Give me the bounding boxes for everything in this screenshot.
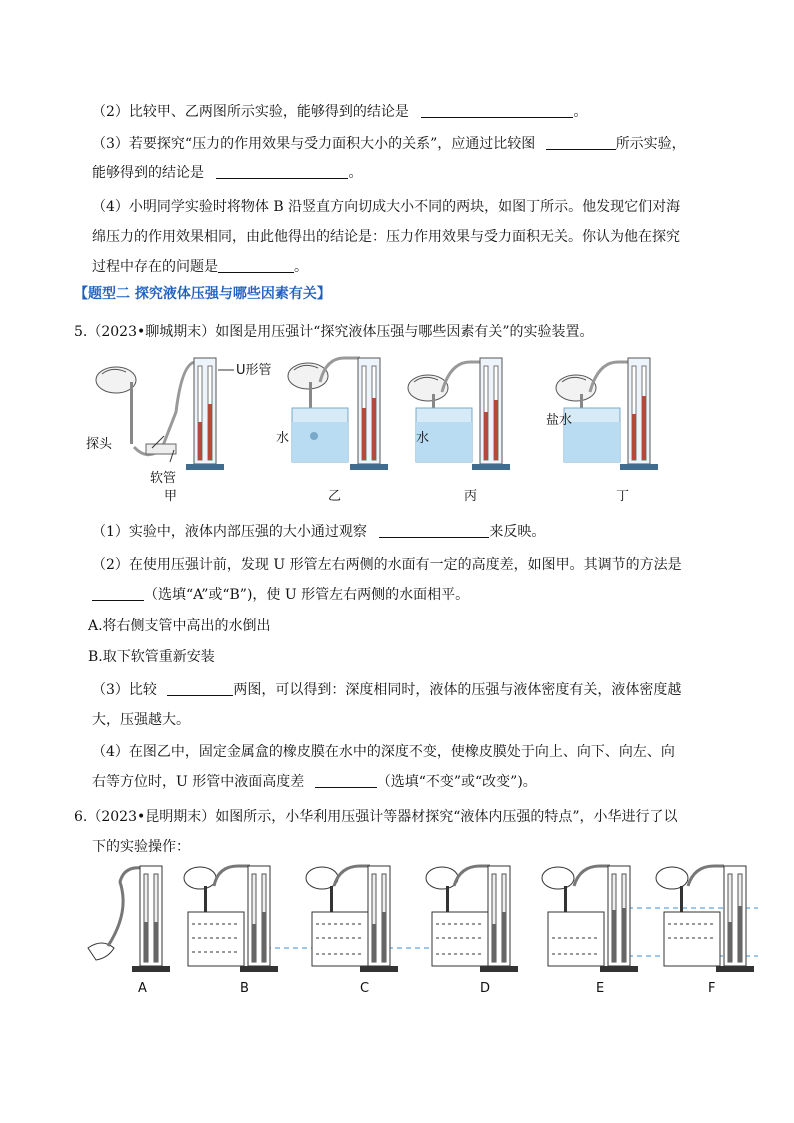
q5-figure-yi	[276, 358, 388, 504]
q4-part3-figure-blank[interactable]	[546, 135, 616, 150]
q4-part4-cont2	[92, 257, 308, 277]
q4-part4-text3: 过程中存在的问题是	[92, 259, 218, 275]
q4-part2-end: 。	[573, 104, 588, 120]
q5-part3-text: （3）比较	[92, 682, 157, 698]
q4-part3-text3: 能够得到的结论是	[92, 165, 204, 181]
q6-stem-text: 6.（2023•昆明期末）如图所示，小华利用压强计等器材探究“液体内压强的特点”，小华进行了以	[74, 809, 678, 825]
q4-part4-answer-blank[interactable]	[218, 258, 294, 273]
q6-label-c: C	[360, 981, 370, 996]
label-water-bing: 水	[416, 431, 430, 446]
q6-figure-c	[306, 866, 398, 996]
q5-part3-cont: 大，压强越大。	[92, 712, 190, 728]
q5-part3	[92, 680, 681, 700]
q5-part1	[92, 522, 545, 542]
q5-part2-text2: （选填“A”或“B”)，使 U 形管左右两侧的水面相平。	[144, 587, 470, 603]
q4-part3-end: 。	[348, 165, 363, 181]
q6-figure	[68, 862, 758, 998]
section-heading: 【题型二 探究液体压强与哪些因素有关】	[74, 286, 331, 302]
q6-label-f: F	[708, 981, 716, 996]
q5-option-a: A.将右侧支管中高出的水倒出	[88, 618, 271, 634]
q4-part2-text: （2）比较甲、乙两图所示实验，能够得到的结论是	[92, 104, 409, 120]
q6-stem-cont: 下的实验操作：	[92, 839, 190, 855]
q5-part2	[92, 555, 682, 575]
q5-part1-text: （1）实验中，液体内部压强的大小通过观察	[92, 524, 367, 540]
q6-stem	[74, 807, 678, 827]
q6-figure-e	[542, 866, 638, 996]
label-u-tube: U形管	[236, 363, 272, 378]
q4-part2	[92, 102, 587, 122]
q5-option-b: B.取下软管重新安装	[88, 649, 215, 665]
q6-label-a: A	[138, 981, 147, 996]
q5-figure-jia	[86, 358, 272, 504]
q4-part3-cont	[92, 163, 362, 183]
q4-part4	[92, 197, 680, 217]
q5-part4-cont	[92, 772, 537, 792]
q4-part3-conclusion-blank[interactable]	[216, 164, 348, 179]
q4-part4-cont1	[92, 227, 680, 247]
q4-part4-text2: 绵压力的作用效果相同，由此他得出的结论是：压力作用效果与受力面积无关。你认为他在探究	[92, 229, 680, 245]
q5-part4-text2: 右等方位时，U 形管中液面高度差	[92, 774, 305, 790]
label-probe: 探头	[86, 437, 113, 452]
q5-part4-answer-blank[interactable]	[315, 773, 377, 788]
label-water-yi: 水	[276, 431, 290, 446]
q6-label-b: B	[240, 981, 249, 996]
label-hose: 软管	[150, 471, 177, 486]
q4-part4-end: 。	[294, 259, 308, 275]
q4-part3	[92, 134, 686, 154]
q4-part4-text: （4）小明同学实验时将物体 B 沿竖直方向切成大小不同的两块，如图丁所示。他发现它们对海	[92, 199, 681, 215]
q5-figure-ding	[546, 358, 658, 504]
q6-label-e: E	[596, 981, 605, 996]
q5-part4-text: （4）在图乙中，固定金属盒的橡皮膜在水中的深度不变，使橡皮膜处于向上、向下、向左、向	[92, 744, 675, 760]
q5-part4-text3: （选填“不变”或“改变”)。	[376, 774, 537, 790]
q5-part1-answer-blank[interactable]	[379, 523, 489, 538]
q5-part2-answer-blank[interactable]	[92, 586, 144, 601]
q4-part3-text: （3）若要探究“压力的作用效果与受力面积大小的关系”，应通过比较图	[92, 136, 536, 152]
q4-part3-text2: 所示实验，	[615, 136, 686, 152]
q6-figure-b	[184, 866, 278, 996]
q5-figure	[86, 352, 706, 507]
q5-part1-end: 来反映。	[489, 524, 546, 540]
q5-figure-bing	[408, 358, 510, 504]
q5-part2-text: （2）在使用压强计前，发现 U 形管左右两侧的水面有一定的高度差，如图甲。其调节的方法是	[92, 557, 682, 573]
q5-stem: 5.（2023•聊城期末）如图是用压强计“探究液体压强与哪些因素有关”的实验装置。	[74, 324, 594, 340]
label-bing: 丙	[464, 489, 478, 504]
q4-part2-answer-blank[interactable]	[421, 103, 573, 118]
q6-figure-a	[88, 866, 170, 996]
q5-part3-text2: 两图，可以得到：深度相同时，液体的压强与液体密度有关，液体密度越	[233, 682, 682, 698]
label-yi: 乙	[328, 489, 342, 504]
label-salt-water: 盐水	[546, 413, 573, 428]
q5-part4	[92, 742, 675, 762]
q5-part2-cont	[92, 585, 469, 605]
label-jia: 甲	[164, 489, 178, 504]
q5-part3-answer-blank[interactable]	[167, 681, 233, 696]
q6-label-d: D	[480, 981, 491, 996]
q6-figure-d	[426, 866, 518, 996]
q6-figure-f	[656, 866, 754, 996]
label-ding: 丁	[616, 489, 630, 504]
